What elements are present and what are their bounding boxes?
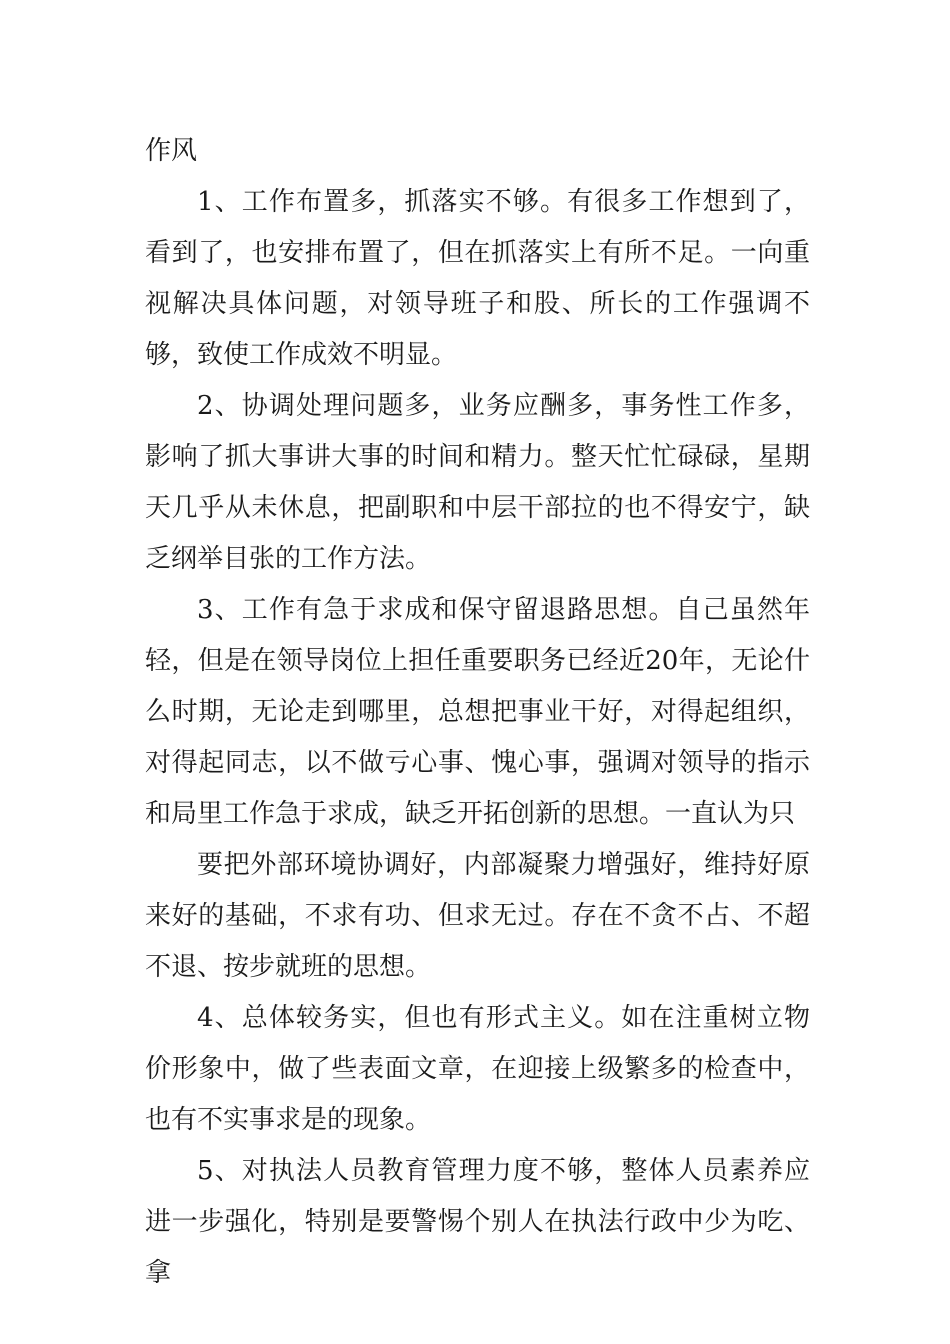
paragraph-continuation: 要把外部环境协调好，内部凝聚力增强好，维持好原来好的基础，不求有功、但求无过。存在不贪不占、不超不退、按步就班的思想。 [145, 850, 810, 982]
paragraph-item-1: 1、工作布置多，抓落实不够。有很多工作想到了，看到了，也安排布置了，但在抓落实上有所不足。一向重视解决具体问题，对领导班子和股、所长的工作强调不够，致使工作成效不明显。 [145, 187, 810, 370]
paragraph-item-2: 2、协调处理问题多，业务应酬多，事务性工作多，影响了抓大事讲大事的时间和精力。整天忙忙碌碌，星期天几乎从未休息，把副职和中层干部拉的也不得安宁，缺乏纲举目张的工作方法。 [145, 391, 810, 574]
document-body [145, 126, 810, 1299]
heading-fragment: 作风 [145, 136, 198, 166]
paragraph-item-4: 4、总体较务实，但也有形式主义。如在注重树立物价形象中，做了些表面文章，在迎接上级繁多的检查中，也有不实事求是的现象。 [145, 1003, 810, 1135]
paragraph-item-5: 5、对执法人员教育管理力度不够，整体人员素养应进一步强化，特别是要警惕个别人在执法行政中少为吃、拿 [145, 1156, 810, 1288]
paragraph-item-3: 3、工作有急于求成和保守留退路思想。自己虽然年轻，但是在领导岗位上担任重要职务已经近20年，无论什么时期，无论走到哪里，总想把事业干好，对得起组织，对得起同志，以不做亏心事、愧心事，强调对领导的指示和局里工作急于求成，缺乏开拓创新的思想。一直认为只 [145, 595, 810, 829]
